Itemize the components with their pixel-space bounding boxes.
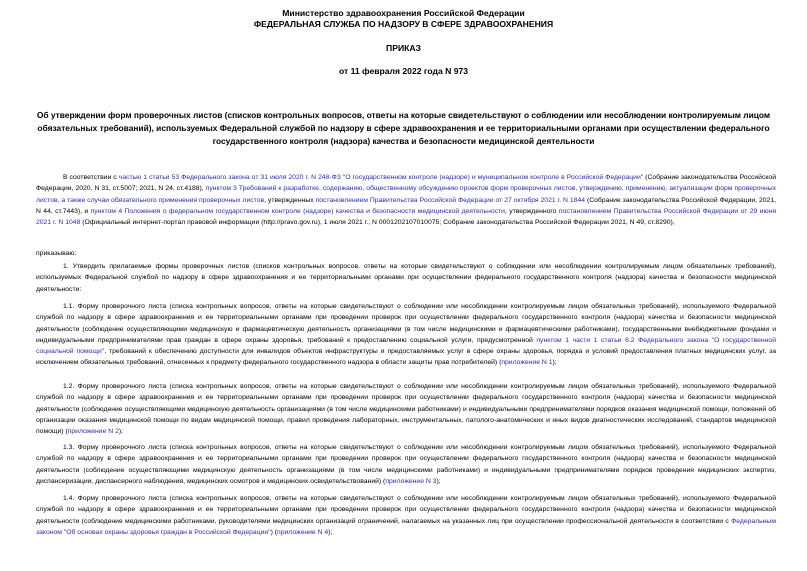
item-text: ); — [552, 359, 557, 367]
doc-type: ПРИКАЗ — [386, 43, 421, 53]
preamble-text: , утвержденного — [504, 207, 559, 215]
item-1-3 — [36, 442, 776, 487]
item-text: 1.1. Форму проверочного листа (списка контрольных вопросов, ответы на которые свидетельствуют о соблюдении или несоблюдении контролируемым лицом обязательных требований), используемого Федеральной службой по надзору в сфере здравоохранения и ее территориальными органами при проведении проверок при осуществлении федерального государственного контроля (надзора) качества и безопасности медицинской деятельности (соблюдение осуществляющими медицинскую и фармацевтическую деятельность организациями (в том числе медицинскими и фармацевтическими работниками), государственными внебюджетными фондами и индивидуальными предпринимателями прав граждан в сфере охраны здоровья, требований к предоставлению социальной услуги, предусмотренной — [36, 303, 776, 344]
item-text: ); — [118, 428, 124, 436]
health-law-link[interactable]: Федеральным законом "Об основах охраны здоровья граждан в Российской Федерации" — [36, 517, 776, 536]
order-word: приказываю: — [36, 250, 77, 257]
item-1-4 — [36, 493, 776, 538]
doc-title: Об утверждении форм проверочных листов (списков контрольных вопросов, ответы на которые свидетельствуют о соблюдении или несоблюдении контролируемым лицом обязательных требований), используемых Федеральной службой по надзору в сфере здравоохранения и ее территориальными органами при осуществлении федерального государственного контроля (надзора) качества и безопасности медицинской деятельности — [36, 110, 771, 146]
item-text: ) ( — [270, 528, 278, 536]
social-aid-law-link[interactable]: пунктом 1 части 1 статьи 6.2 Федерального закона "О государственной социальной помощи" — [36, 336, 776, 356]
preamble-text: (Собрание законодательства Российской Федерации, 2021, N 44, ст.7443), и — [36, 196, 776, 215]
item-text: ); — [328, 528, 333, 536]
item-1: 1. Утвердить прилагаемые формы проверочных листов (списков контрольных вопросов, ответы на которые свидетельствуют о соблюдении или несоблюдении контролируемым лицом обязательных требований), используемых Федеральной службой по надзору в сфере здравоохранения и ее территориальными органами при осуществлении федерального государственного контроля (надзора) качества и безопасности медицинской деятельности: — [36, 263, 776, 293]
doc-header — [0, 8, 807, 77]
item-text: , требований к обеспечению доступности для инвалидов объектов инфраструктуры и предоставляемых услуг в сфере охраны здоровья, порядка и условий предоставления платных медицинских услуг, за исключением обязательных требований, отнесенных к предмету федерального государственного надзора в области защиты прав потребителей) ( — [36, 348, 776, 367]
doc-date: от 11 февраля 2022 года N 973 — [338, 66, 469, 76]
preamble-text: (Собрание законодательства Российской Федерации, 2020, N 31, ст.5007; 2021, N 24, ст.4188), — [36, 174, 776, 193]
appendix-1-link[interactable]: приложение N 1 — [501, 359, 553, 367]
item-1-1 — [36, 301, 776, 369]
item-text: 1.3. Форму проверочного листа (списка контрольных вопросов, ответы на которые свидетельствуют о соблюдении или несоблюдении контролируемым лицом обязательных требований), используемого Федеральной службой по надзору в сфере здравоохранения и ее территориальными органами при проведении проверок при осуществлении федерального государственного контроля (надзора) качества и безопасности медицинской деятельности (соблюдение осуществляющими медицинскую деятельность организациями (в том числе медицинскими работниками) и индивидуальными предпринимателями порядков проведения медицинских экспертиз, диспансеризации, диспансерного наблюдения, медицинских осмотров и медицинских освидетельствований) ( — [36, 444, 776, 485]
requirements-link[interactable]: пунктом 3 Требований к разработке, содержанию, общественному обсуждению проектов форм проверочных листов, утверждению, применению, актуализации форм проверочных листов, а также случаи обязательного применения проверочных листов — [36, 185, 777, 204]
service-name: ФЕДЕРАЛЬНАЯ СЛУЖБА ПО НАДЗОРУ В СФЕРЕ ЗДРАВООХРАНЕНИЯ — [253, 19, 554, 29]
item-text: 1.2. Форму проверочного листа (списка контрольных вопросов, ответы на которые свидетельствуют о соблюдении или несоблюдении контролируемым лицом обязательных требований), используемого Федеральной службой по надзору в сфере здравоохранения и ее территориальными органами при проведении проверок при осуществлении федерального государственного контроля (надзора) качества и безопасности медицинской деятельности (соблюдение осуществляющими медицинскую деятельность организациями (в том числе медицинскими работниками) и индивидуальными предпринимателями порядков оказания медицинской помощи, положений об организации оказания медицинской помощи по видам медицинской помощи, правил проведения лабораторных, инструментальных, патолого-анатомических и иных видов диагностических исследований, стандартов медицинской помощи) ( — [36, 383, 776, 436]
resolution-1048-link[interactable]: постановлением Правительства Российской Федерации от 29 июня 2021 г. N 1048 — [36, 207, 776, 227]
preamble-paragraph — [36, 172, 776, 228]
item-1-2 — [36, 381, 776, 437]
regulation-link[interactable]: пунктом 4 Положения о федеральном государственном контроле (надзоре) качества и безопасности медицинской деятельности — [90, 207, 505, 215]
appendix-4-link[interactable]: приложение N 4 — [277, 528, 329, 536]
resolution-1844-link[interactable]: постановлением Правительства Российской Федерации от 27 октября 2021 г. N 1844 — [315, 196, 586, 204]
item-text: ); — [436, 477, 441, 485]
item-text: 1.4. Форму проверочного листа (списка контрольных вопросов, ответы на которые свидетельствуют о соблюдении или несоблюдении контролируемым лицом обязательных требований), используемого Федеральной службой по надзору в сфере здравоохранения и ее территориальными органами при проведении проверок при осуществлении федерального государственного контроля (надзора) качества и безопасности медицинской деятельности (соблюдение медицинскими работниками, руководителями медицинских организаций ограничений, налагаемых на указанных лиц при осуществлении профессиональной деятельности в соответствии с — [36, 495, 776, 525]
preamble-text: , утвержденных — [264, 196, 316, 204]
appendix-2-link[interactable]: приложение N 2 — [67, 428, 119, 436]
appendix-3-link[interactable]: приложение N 3 — [385, 477, 437, 485]
preamble-text: (Официальный интернет-портал правовой информации (http://pravo.gov.ru), 1 июля 2021 г., N 0001202107010075; Собрание законодательства Российской Федерации 2021, N 49, ст.8290), — [80, 219, 675, 227]
ministry-name: Министерство здравоохранения Российской Федерации — [282, 8, 525, 18]
preamble-text: В соответствии с — [63, 174, 119, 181]
law-248-link[interactable]: частью 1 статьи 53 Федерального закона от 31 июля 2020 г. N 248-ФЗ "О государственном контроле (надзоре) и муниципальном контроле в Российской Федерации" — [118, 174, 644, 181]
